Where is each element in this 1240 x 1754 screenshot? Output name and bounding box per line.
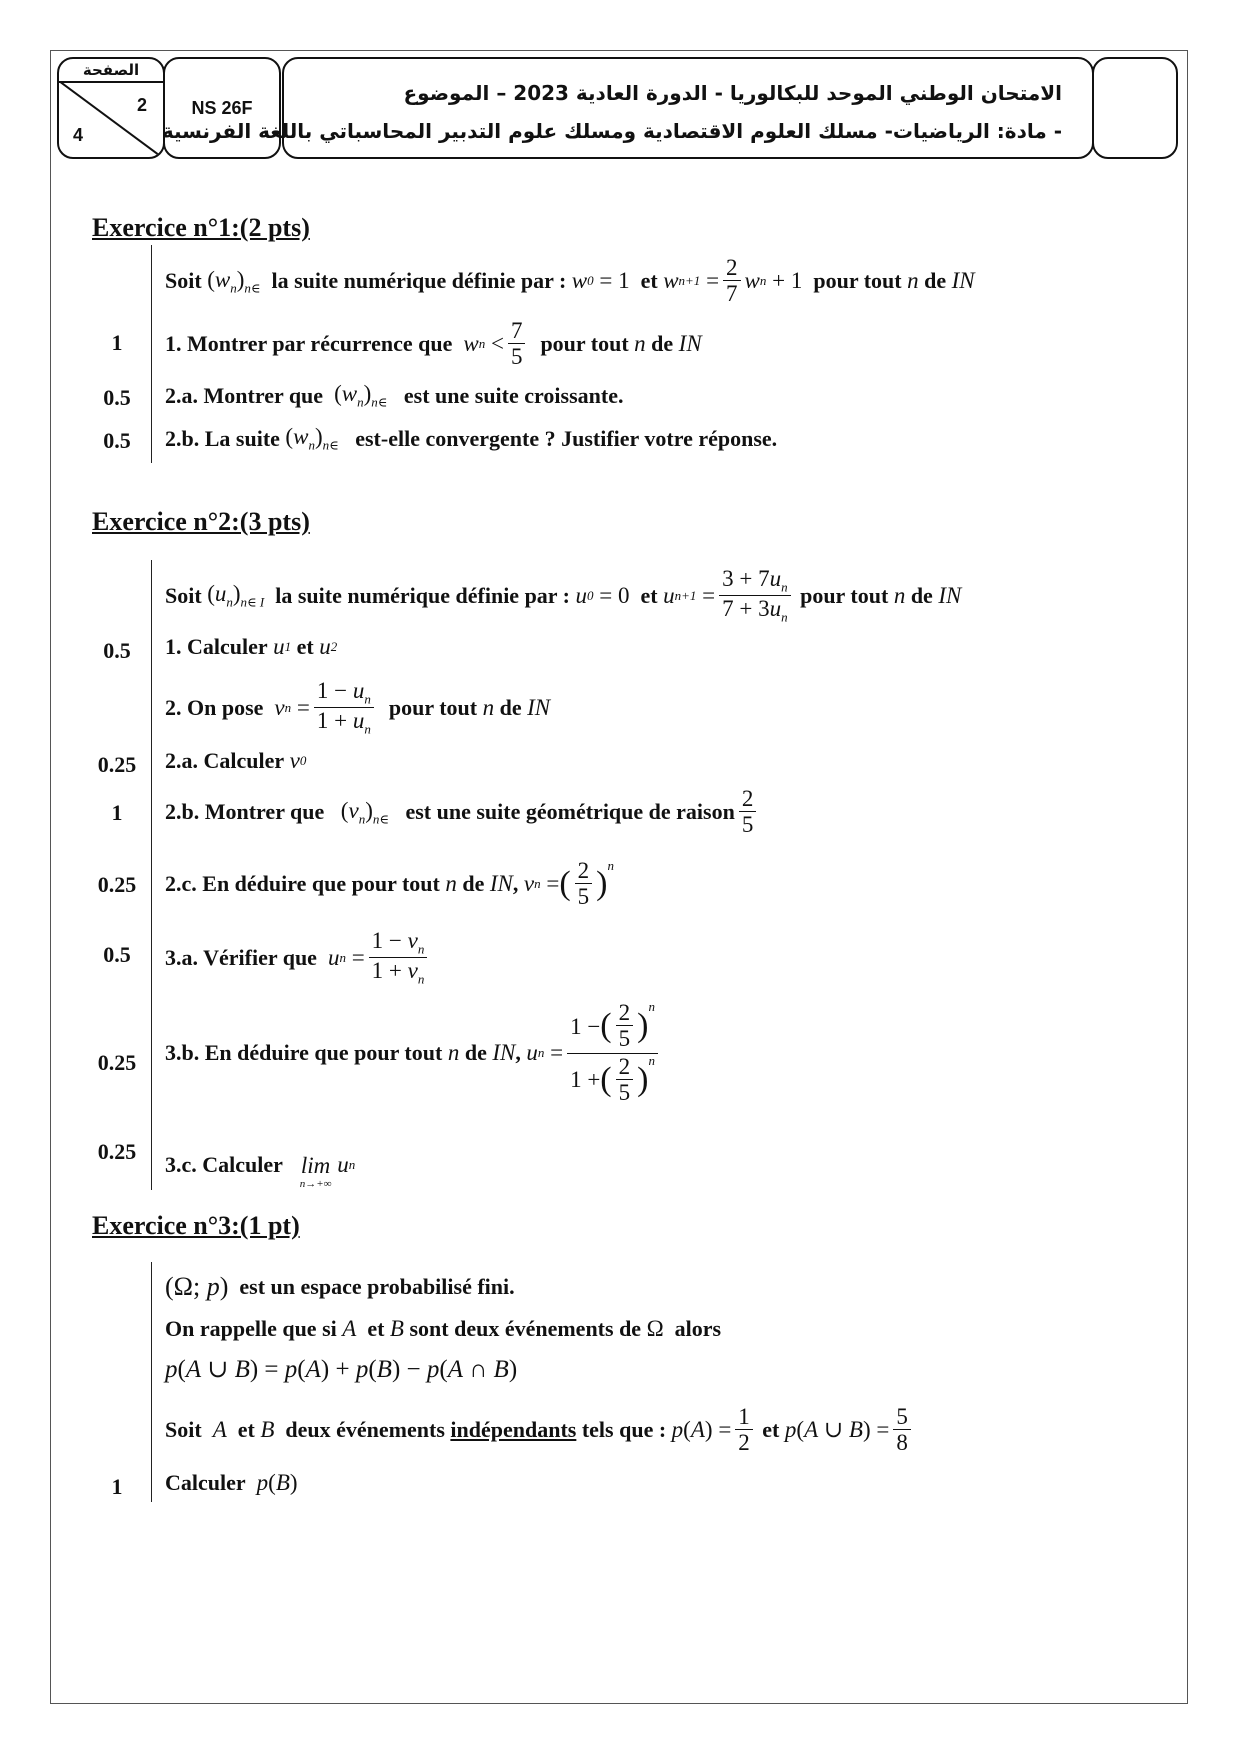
ex1-q1: 1. Montrer par récurrence que w n < $\frac{7}{5}$ pour tout n de IN — [165, 318, 702, 370]
ex2-q3a: 3.a. Vérifier que u n = $\frac{1 - v_n}{1 + v_n}$ — [165, 928, 431, 987]
exam-title-line2: - مادة: الرياضيات- مسلك العلوم الاقتصادية ومسلك علوم التدبير المحاسباتي باللغة الفرنسية — [161, 119, 1062, 143]
ex3-line4: Soit A et B deux événements indépendants tels que : p(A) = $\frac{1}{2}$ et p(A ∪ B) = $\frac{5}{8}$ — [165, 1404, 915, 1457]
ex3-line2: On rappelle que si A et B sont deux événements de Ω alors — [165, 1316, 722, 1341]
ex2-q2c-points: 0.25 — [97, 872, 137, 897]
page-current: 2 — [136, 95, 147, 115]
ex2-q3b-points: 0.25 — [97, 1050, 137, 1075]
ex2-intro: Soit $(u_n)_{n\in I}$ la suite numérique définie par : u 0 = 0 et u n+1 = $\frac{3 + 7u_n}{7 + 3u_n}$ pour tout n de IN — [165, 566, 962, 625]
empty-header-box — [1092, 57, 1178, 159]
ex1-q2b-points: 0.5 — [103, 428, 131, 453]
ex2-q3c: 3.c. Calculer lim n→+∞ u n — [165, 1151, 356, 1191]
exercise-2-title: Exercice n°2:(3 pts) — [92, 507, 310, 536]
exam-title-line1: الامتحان الوطني الموحد للبكالوريا - الدورة العادية 2023 – الموضوع — [403, 81, 1062, 105]
ex2-q2b-points: 1 — [111, 800, 123, 825]
ex2-q2a: 2.a. Calculer v 0 — [165, 748, 307, 773]
ex2-q3c-points: 0.25 — [97, 1139, 137, 1164]
ex2-q2b: 2.b. Montrer que $(v_n)_{n\in}$ est une suite géométrique de raison $\frac{2}{5}$ — [165, 786, 760, 839]
ex2-q2a-points: 0.25 — [97, 752, 137, 777]
page-number-box — [57, 57, 165, 159]
ex3-formula: p(A ∪ B) = p(A) + p(B) − p(A ∩ B) — [165, 1356, 518, 1383]
ex3-line1: (Ω; p) est un espace probabilisé fini. — [165, 1272, 515, 1301]
ex1-intro: Soit $(w_n)_{n\in}$ la suite numérique définie par : w 0 = 1 et w n+1 = $\frac{2}{7}$ w n + 1 pour tout n de IN — [165, 255, 975, 307]
ex2-q3b: 3.b. En déduire que pour tout n de IN , u n = 1 − ( $\frac{2}{5}$ ) $^n$ 1 + ( $\frac{2}{5}$ ) $^n$ — [165, 1000, 662, 1106]
ex3-line5: Calculer p(B) — [165, 1470, 298, 1495]
ex3-q-points: 1 — [111, 1474, 123, 1499]
exercise-3-title: Exercice n°3:(1 pt) — [92, 1211, 300, 1240]
ex2-q1: 1. Calculer u 1 et u 2 — [165, 634, 338, 659]
ex1-q2a: 2.a. Montrer que $(w_n)_{n\in}$ est une suite croissante. — [165, 381, 624, 410]
ex2-q2c: 2.c. En déduire que pour tout n de IN , v n = ( $\frac{2}{5}$ ) $^n$ — [165, 858, 614, 910]
ex2-q2: 2. On pose v n = $\frac{1 - u_n}{1 + u_n}$ pour tout n de IN — [165, 678, 551, 737]
exercise-1-title: Exercice n°1:(2 pts) — [92, 213, 310, 242]
ex1-q1-points: 1 — [111, 330, 123, 355]
exercise-3-bar — [151, 1262, 152, 1502]
page-diagonal — [59, 81, 165, 159]
page-label: الصفحة — [59, 59, 163, 83]
ex1-q2a-points: 0.5 — [103, 385, 131, 410]
ex1-q2b: 2.b. La suite $(w_n)_{n\in}$ est-elle convergente ? Justifier votre réponse. — [165, 424, 778, 453]
ex2-q1-points: 0.5 — [103, 638, 131, 663]
page-total: 4 — [73, 125, 84, 145]
ex2-q3a-points: 0.5 — [103, 942, 131, 967]
exam-code: NS 26F — [163, 57, 281, 159]
